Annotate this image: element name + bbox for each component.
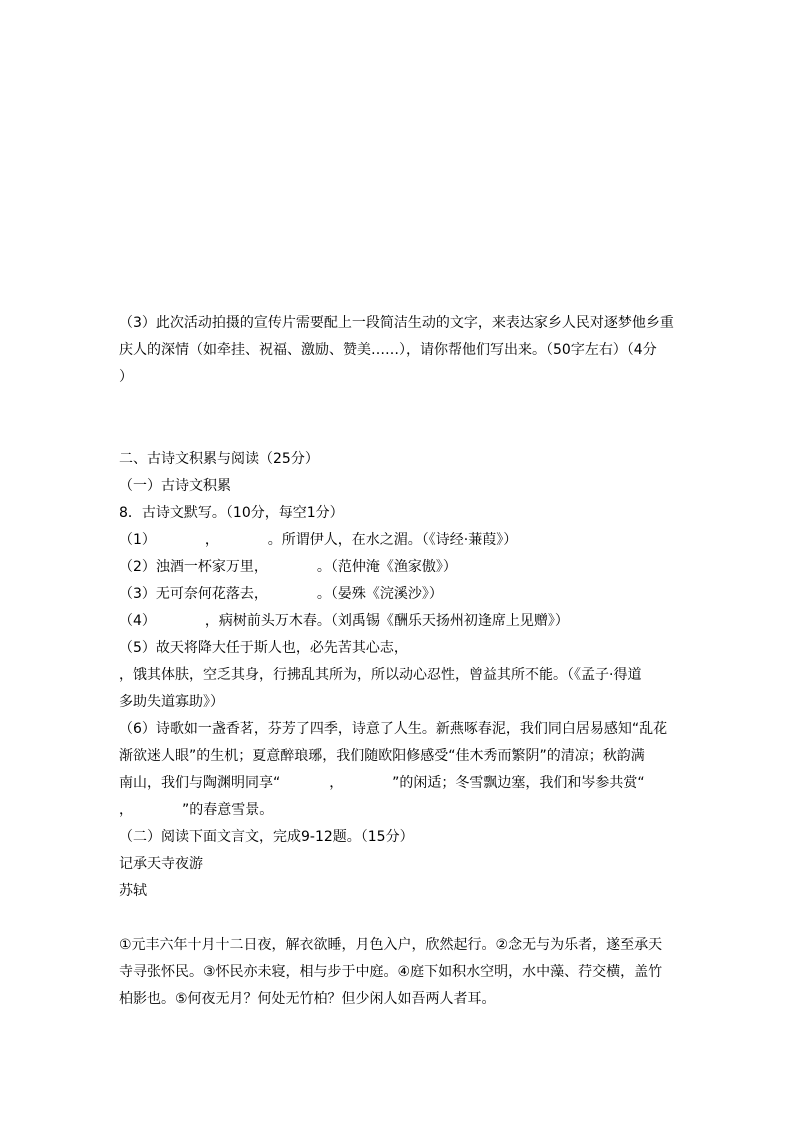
item-6-line-1: （6）诗歌如一盏香茗，芬芳了四季，诗意了人生。新燕啄春泥，我们同白居易感知“乱花 — [119, 721, 668, 737]
article-title: 记承天寺夜游 — [119, 856, 203, 872]
item-6-line-4: ， ”的春意雪景。 — [119, 802, 274, 818]
item-1: （1） ， 。所谓伊人，在水之湄。（《诗经·蒹葭》） — [119, 532, 518, 548]
section-title: 二、古诗文积累与阅读（25分） — [119, 451, 319, 467]
article-author: 苏轼 — [119, 883, 147, 899]
passage-line-2: 寺寻张怀民。③怀民亦未寝，相与步于中庭。④庭下如积水空明，水中藻、荇交横，盖竹 — [119, 964, 663, 980]
question-8: 8．古诗文默写。（10分，每空1分） — [119, 505, 344, 521]
item-5-line-2: ，饿其体肤，空乏其身，行拂乱其所为，所以动心忍性，曾益其所不能。（《孟子·得道 — [119, 667, 642, 683]
item-5-line-3: 多助失道寡助》） — [119, 694, 224, 710]
q3-line-2: 庆人的深情（如牵挂、祝福、激励、赞美……），请你帮他们写出来。（50字左右）（4分 — [119, 342, 657, 358]
q3-line-1: （3）此次活动拍摄的宣传片需要配上一段简洁生动的文字，来表达家乡人民对逐梦他乡重 — [119, 315, 674, 331]
item-6-line-2: 渐欲迷人眼”的生机；夏意醉琅琊，我们随欧阳修感受“佳木秀而繁阴”的清凉；秋韵满 — [119, 748, 645, 764]
part-2-heading: （二）阅读下面文言文，完成9-12题。（15分） — [119, 829, 414, 845]
q3-line-3: ） — [119, 369, 133, 385]
item-4: （4） ，病树前头万木春。（刘禹锡《酬乐天扬州初逢席上见赠》） — [119, 613, 569, 629]
item-6-line-3: 南山，我们与陶渊明同享“ ， ”的闲适；冬雪飘边塞，我们和岑参共赏“ — [119, 775, 645, 791]
part-1-heading: （一）古诗文积累 — [119, 478, 231, 494]
item-2: （2）浊酒一杯家万里， 。（范仲淹《渔家傲》） — [119, 559, 457, 575]
item-3: （3）无可奈何花落去， 。（晏殊《浣溪沙》） — [119, 586, 443, 602]
item-5-line-1: （5）故天将降大任于斯人也，必先苦其心志， — [119, 640, 408, 656]
passage-line-3: 柏影也。⑤何夜无月？何处无竹柏？但少闲人如吾两人者耳。 — [119, 991, 496, 1007]
passage-line-1: ①元丰六年十月十二日夜，解衣欲睡，月色入户，欣然起行。②念无与为乐者，遂至承天 — [119, 937, 663, 953]
